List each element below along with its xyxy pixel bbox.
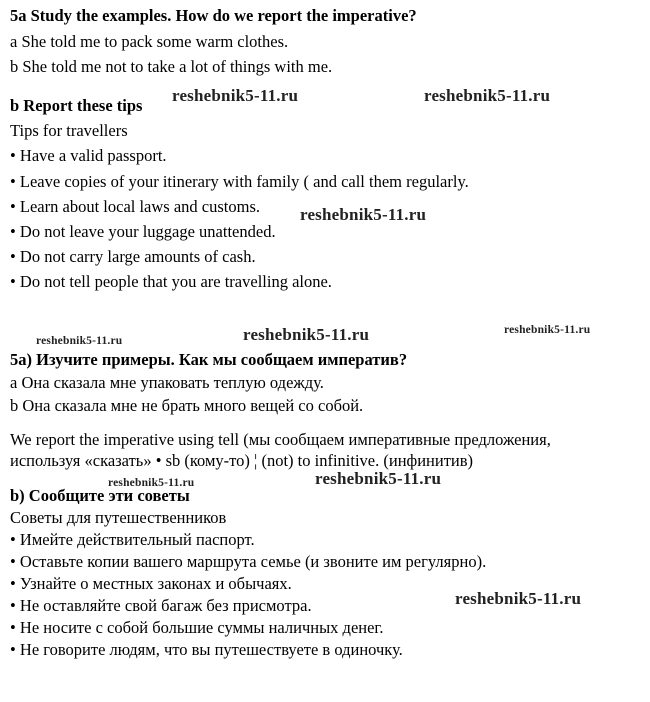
- tip-item: • Learn about local laws and customs.: [10, 197, 260, 216]
- heading-5a: 5a Study the examples. How do we report the imperative?: [10, 6, 417, 25]
- explanation-line-1: We report the imperative using tell (мы сообщаем императивные предложения,: [10, 430, 551, 449]
- watermark-text: reshebnik5-11.ru: [315, 469, 442, 488]
- watermark-text: reshebnik5-11.ru: [243, 325, 370, 344]
- ru-tips-title: Советы для путешественников: [10, 508, 227, 527]
- ru-tip-item: • Узнайте о местных законах и обычаях.: [10, 574, 292, 593]
- watermark-text: reshebnik5-11.ru: [300, 205, 427, 224]
- ru-tip-item: • Имейте действительный паспорт.: [10, 530, 255, 549]
- example-b: b She told me not to take a lot of things with me.: [10, 57, 333, 76]
- tip-item: • Have a valid passport.: [10, 146, 167, 165]
- watermark-text: reshebnik5-11.ru: [108, 477, 195, 489]
- watermark-text: reshebnik5-11.ru: [36, 335, 123, 347]
- tip-item: • Leave copies of your itinerary with family ( and call them regularly.: [10, 172, 469, 191]
- watermark-text: reshebnik5-11.ru: [504, 324, 591, 336]
- heading-b: b Report these tips: [10, 96, 143, 115]
- example-a: a She told me to pack some warm clothes.: [10, 32, 289, 51]
- ru-tip-item: • Не носите с собой большие суммы наличных денег.: [10, 618, 384, 637]
- ru-tip-item: • Не говорите людям, что вы путешествуете в одиночку.: [10, 640, 403, 659]
- tip-item: • Do not leave your luggage unattended.: [10, 222, 276, 241]
- explanation-line-2: используя «сказать» • sb (кому-то) ¦ (not) to infinitive. (инфинитив): [10, 451, 474, 470]
- watermark-text: reshebnik5-11.ru: [455, 589, 582, 608]
- tip-item: • Do not tell people that you are travelling alone.: [10, 272, 332, 291]
- ru-example-a: а Она сказала мне упаковать теплую одежду.: [10, 373, 324, 392]
- tip-item: • Do not carry large amounts of cash.: [10, 247, 256, 266]
- ru-heading-5a: 5а) Изучите примеры. Как мы сообщаем императив?: [10, 350, 408, 369]
- tips-title: Tips for travellers: [10, 121, 128, 140]
- ru-tip-item: • Оставьте копии вашего маршрута семье (и звоните им регулярно).: [10, 552, 487, 571]
- watermark-text: reshebnik5-11.ru: [424, 86, 551, 105]
- ru-heading-b: b) Сообщите эти советы: [10, 486, 190, 505]
- watermark-text: reshebnik5-11.ru: [172, 86, 299, 105]
- ru-example-b: b Она сказала мне не брать много вещей со собой.: [10, 396, 364, 415]
- ru-tip-item: • Не оставляйте свой багаж без присмотра.: [10, 596, 312, 615]
